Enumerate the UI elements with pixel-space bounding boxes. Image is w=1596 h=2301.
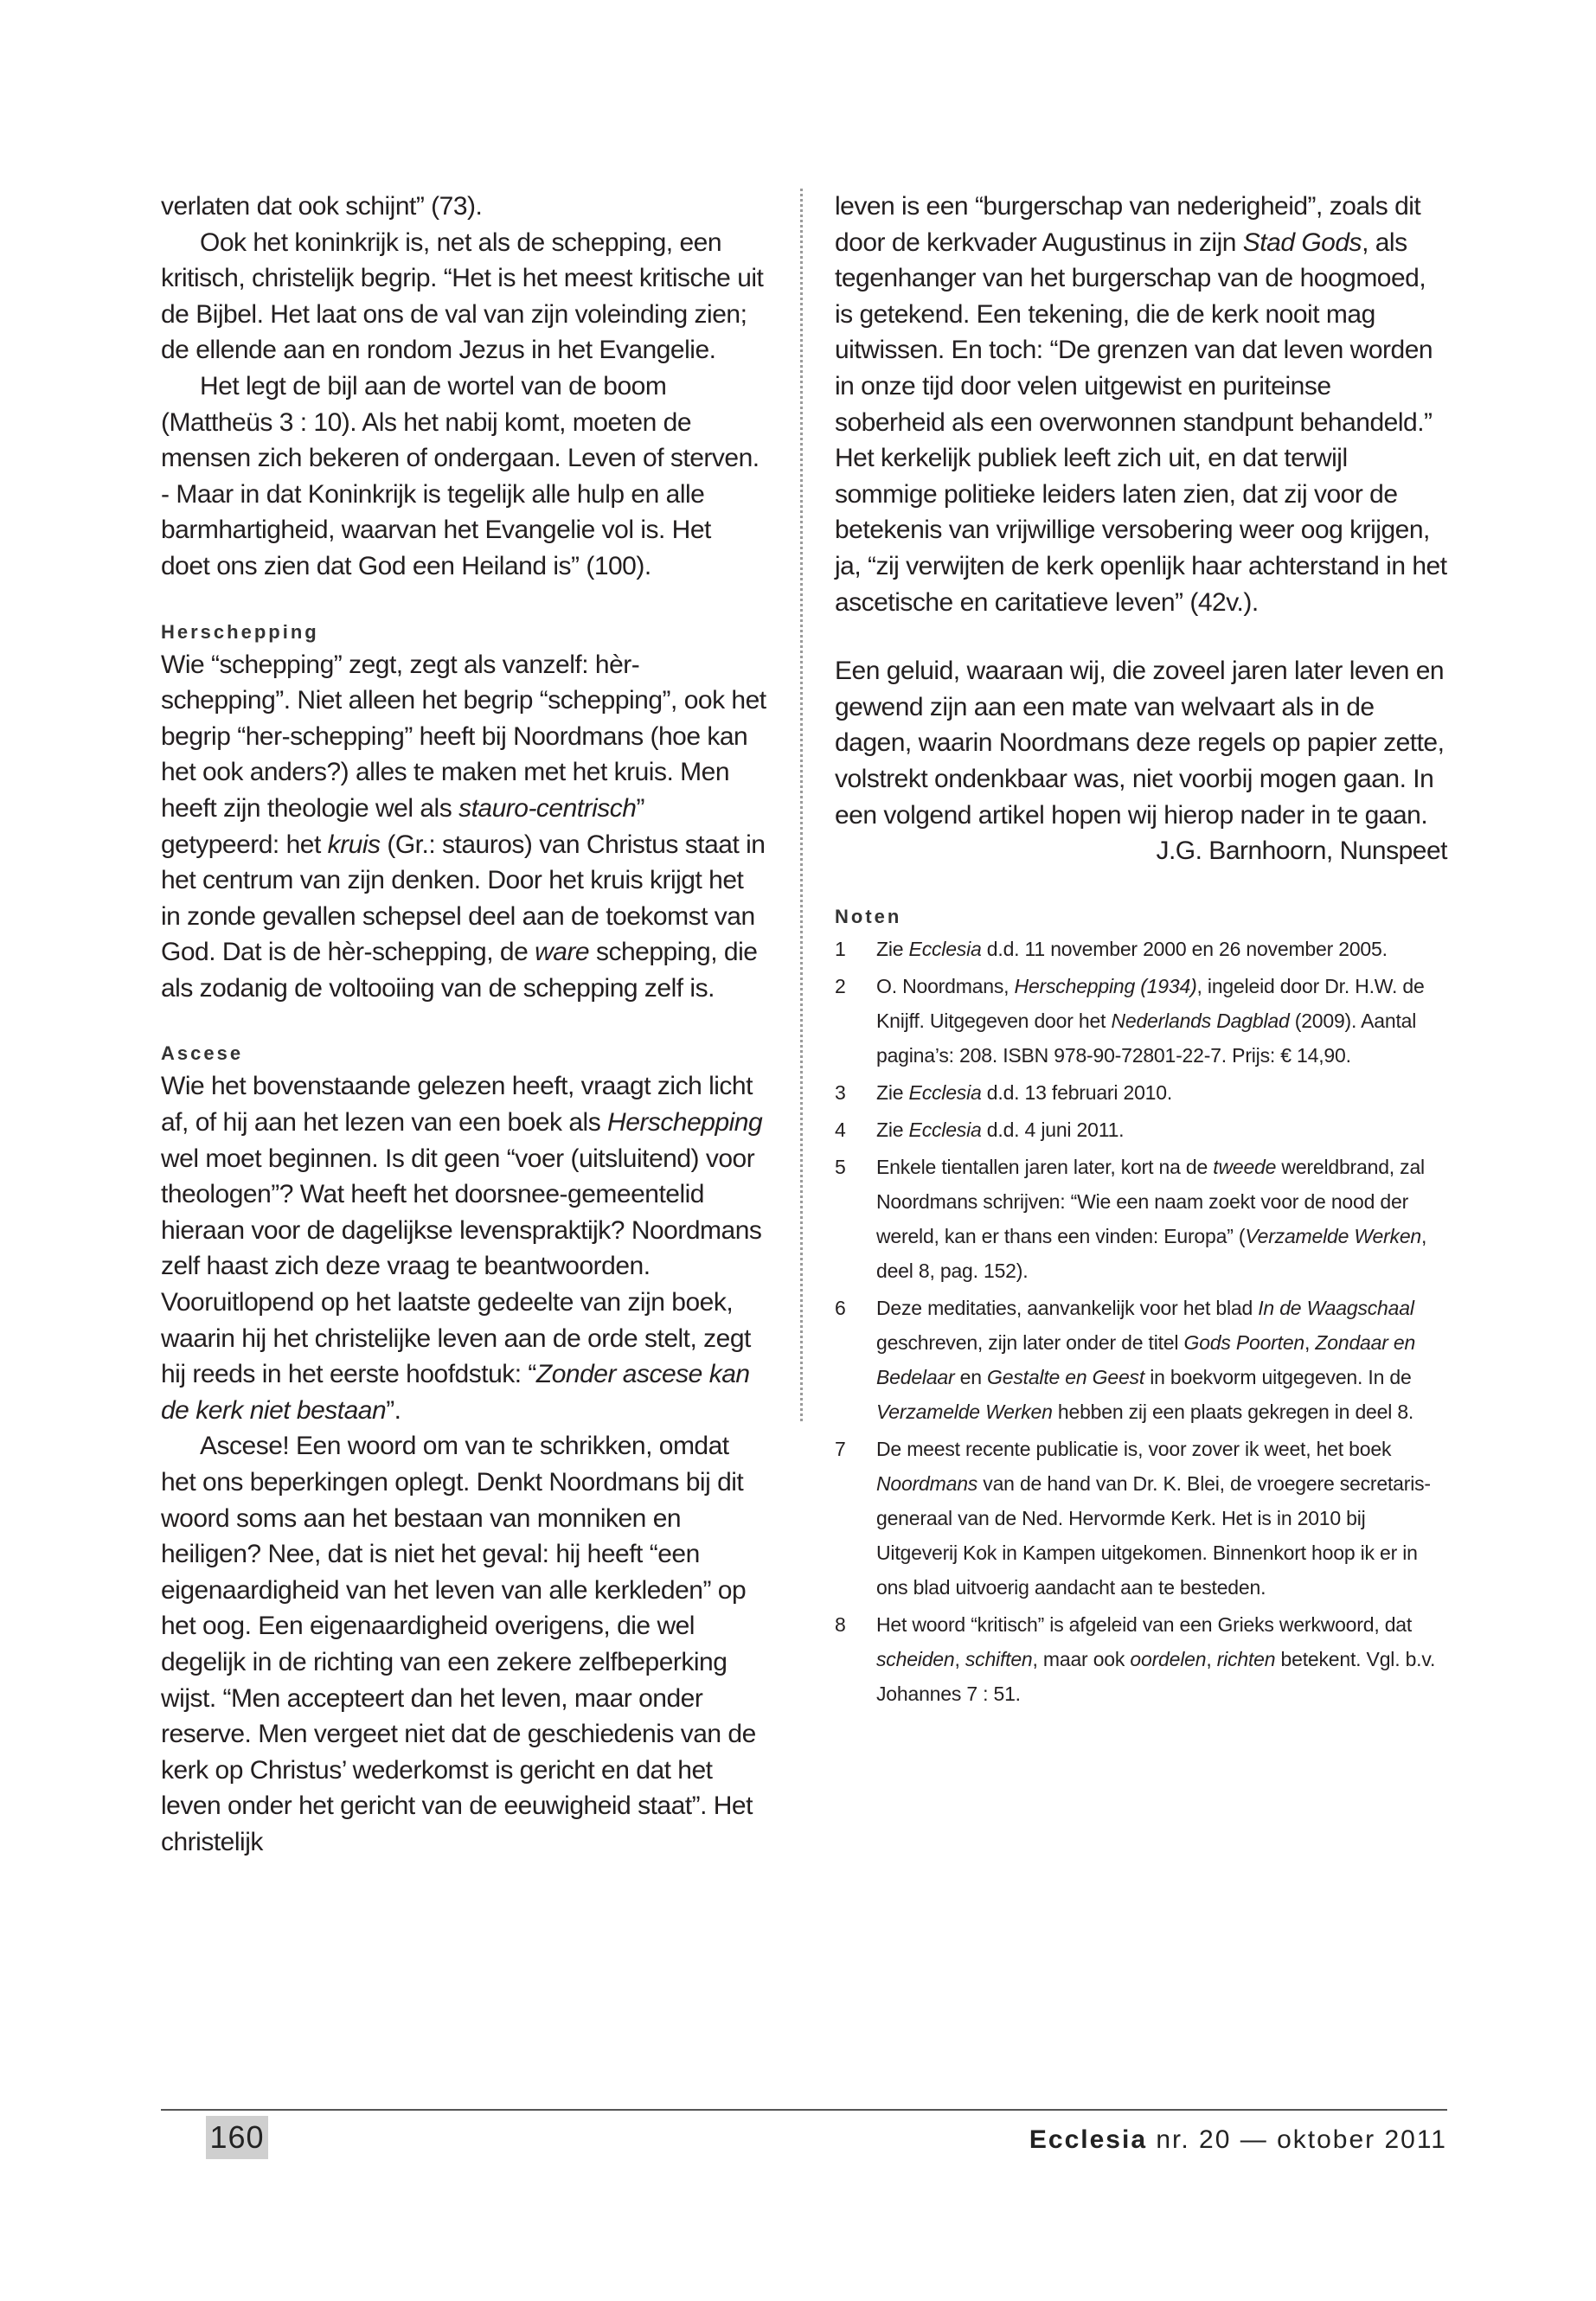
issue-info: nr. 20 — oktober 2011 [1147,2125,1447,2154]
note-item: 8 Het woord “kritisch” is afgeleid van een Grieks werkwoord, dat scheiden, schiften, maar ook oordelen, richten betekent. Vgl. b.v. Johannes 7 : 51. [835,1612,1436,1705]
note-item: 2 O. Noordmans, Herschepping (1934), ingeleid door Dr. H.W. de Knijff. Uitgegeven door het Nederlands Dagblad (2009). Aantal pagina’s: 208. ISBN 978-90-72801-22-7. Prijs: € 14,90. [835,974,1425,1067]
left-column [161,189,766,1861]
footer-issue-info [1029,2123,1447,2157]
note-item: 1 Zie Ecclesia d.d. 11 november 2000 en 26 november 2005. [835,937,1388,960]
section-heading-herschepping: Herschepping [161,620,319,643]
paragraph: verlaten dat ook schijnt” (73). [161,192,483,221]
section-heading-ascese: Ascese [161,1042,244,1065]
notes-list [835,932,1447,1711]
note-item: 6 Deze meditaties, aanvankelijk voor het blad In de Waagschaal geschreven, zijn later onder de titel Gods Poorten, Zondaar en Bedelaar en Gestalte en Geest in boekvorm uitgegeven. In de Verzamelde Werken hebben zij een plaats gekregen in deel 8. [835,1296,1416,1423]
column-divider [800,189,803,1421]
paragraph: Wie “schepping” zegt, zegt als vanzelf: hèr-schepping”. Niet alleen het begrip “schepping”, ook het begrip “her-schepping” heeft bij Noordmans (hoe kan het ook anders?) alles te maken met het kruis. Men heeft zijn theologie wel als stauro-centrisch” getypeerd: het kruis (Gr.: stauros) van Christus staat in het centrum van zijn denken. Door het kruis krijgt het in zonde gevallen schepsel deel aan de toekomst van God. Dat is de hèr-schepping, de ware schepping, die als zodanig de voltooiing van de schepping zelf is. [161,650,766,1003]
paragraph: Een geluid, waaraan wij, die zoveel jaren later leven en gewend zijn aan een mate van welvaart als in de dagen, waarin Noordmans deze regels op papier zette, volstrekt ondenkbaar was, niet voorbij mogen gaan. In een volgend artikel hopen wij hierop nader in te gaan. [835,657,1445,830]
notes-heading: Noten [835,905,902,927]
right-column [835,189,1447,1714]
note-item: 4 Zie Ecclesia d.d. 4 juni 2011. [835,1118,1125,1141]
paragraph: leven is een “burgerschap van nederigheid”, zoals dit door de kerkvader Augustinus in zijn Stad Gods, als tegenhanger van het burgerschap van de hoogmoed, is getekend. Een tekening, die de kerk nooit mag uitwissen. En toch: “De grenzen van dat leven worden in onze tijd door velen uitgewist en puriteinse soberheid als een overwonnen standpunt behandeld.” Het kerkelijk publiek leeft zich uit, en dat terwijl sommige politieke leiders laten zien, dat zij voor de betekenis van vrijwillige versobering weer oog krijgen, ja, “zij verwijten de kerk openlijk haar achterstand in het ascetische en caritatieve leven” (42v.). [835,192,1447,617]
author-signature: J.G. Barnhoorn, Nunspeet [1156,836,1447,866]
paragraph: Wie het bovenstaande gelezen heeft, vraagt zich licht af, of hij aan het lezen van een boek als Herschepping wel moet beginnen. Is dit geen “voer (uitsluitend) voor theologen”? Wat heeft het doorsnee-gemeentelid hieraan voor de dagelijkse levenspraktijk? Noordmans zelf haast zich deze vraag te beantwoorden. Vooruitlopend op het laatste gedeelte van zijn boek, waarin hij het christelijke leven aan de orde stelt, zegt hij reeds in het eerste hoofdstuk: “Zonder ascese kan de kerk niet bestaan”. [161,1072,763,1425]
note-item: 3 Zie Ecclesia d.d. 13 februari 2010. [835,1080,1173,1104]
magazine-name: Ecclesia [1029,2125,1148,2154]
paragraph: Het legt de bijl aan de wortel van de boom (Mattheüs 3 : 10). Als het nabij komt, moeten de mensen zich bekeren of ondergaan. Leven of sterven. - Maar in dat Koninkrijk is tegelijk alle hulp en alle barmhartigheid, waarvan het Evangelie vol is. Het doet ons zien dat God een Heiland is” (100). [161,371,760,580]
page-number: 160 [206,2116,268,2159]
paragraph: Ascese! Een woord om van te schrikken, omdat het ons beperkingen oplegt. Denkt Noordmans bij dit woord soms aan het bestaan van monniken en heiligen? Nee, dat is niet het geval: hij heeft “een eigenaardigheid van het leven van alle kerkleden” op het oog. Een eigenaardigheid overigens, die wel degelijk in de richting van een zekere zelfbeperking wijst. “Men accepteert dan het leven, maar onder reserve. Men vergeet niet dat de geschiedenis van de kerk op Christus’ wederkomst is gericht en dat het leven onder het gericht van de eeuwigheid staat”. Het christelijk [161,1432,756,1856]
note-item: 7 De meest recente publicatie is, voor zover ik weet, het boek Noordmans van de hand van Dr. K. Blei, de vroegere secretaris-generaal van de Ned. Hervormde Kerk. Het is in 2010 bij Uitgeverij Kok in Kampen uitgekomen. Binnenkort hoop ik er in ons blad uitvoerig aandacht aan te besteden. [835,1437,1431,1599]
note-item: 5 Enkele tientallen jaren later, kort na de tweede wereldbrand, zal Noordmans schrijven: “Wie een naam zoekt voor de nood der wereld, kan er thans een vinden: Europa” (Verzamelde Werken, deel 8, pag. 152). [835,1155,1427,1282]
footer-rule [161,2109,1447,2111]
paragraph: Ook het koninkrijk is, net als de schepping, een kritisch, christelijk begrip. “Het is het meest kritische uit de Bijbel. Het laat ons de val van zijn voleinding zien; de ellende aan en rondom Jezus in het Evangelie. [161,228,764,365]
